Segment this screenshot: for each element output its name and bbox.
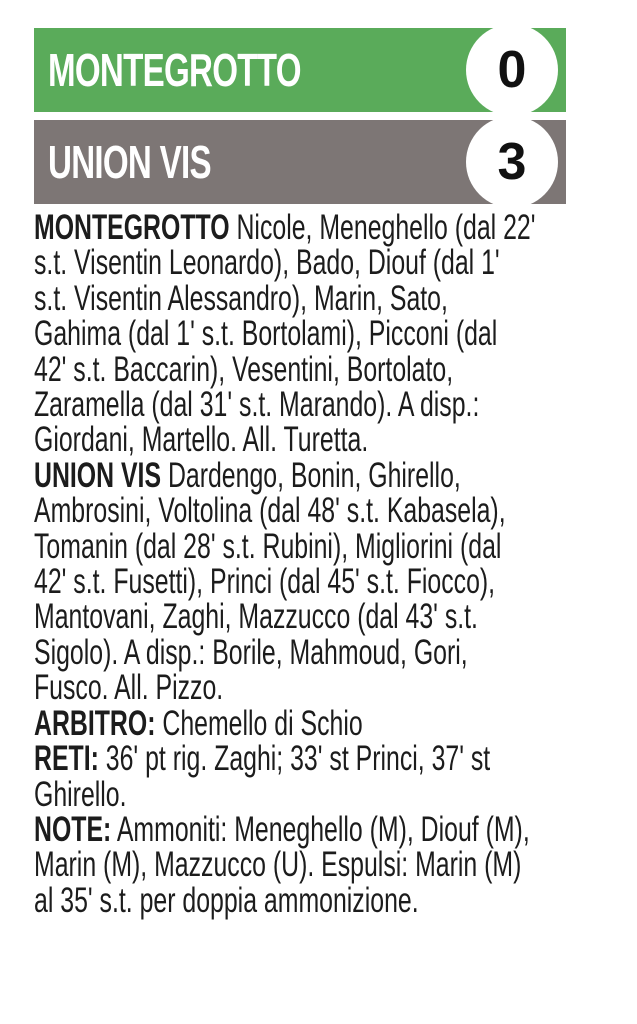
referee bbox=[34, 703, 574, 743]
report-line: Tomanin (dal 28' s.t. Rubini), Migliorini (dal bbox=[34, 526, 502, 566]
report-line: 42' s.t. Fusetti), Princi (dal 45' s.t. Fiocco), bbox=[34, 562, 496, 602]
away-score: 3 bbox=[497, 133, 527, 191]
away-team-bar bbox=[34, 120, 566, 204]
report-line: Ghirello. bbox=[34, 774, 127, 814]
report-line: Giordani, Martello. All. Turetta. bbox=[34, 420, 369, 460]
match-report bbox=[34, 210, 574, 918]
report-line: 42' s.t. Baccarin), Vesentini, Bortolato, bbox=[34, 349, 454, 389]
away-lineup bbox=[34, 455, 574, 708]
home-team-name: MONTEGROTTO bbox=[48, 44, 301, 96]
report-line: Sigolo). A disp.: Borile, Mahmoud, Gori, bbox=[34, 632, 468, 672]
home-team-bar bbox=[34, 28, 566, 112]
report-line: Ambrosini, Voltolina (dal 48' s.t. Kabasela), bbox=[34, 491, 506, 531]
goals bbox=[34, 741, 574, 812]
goals-label: RETI: bbox=[34, 739, 99, 779]
away-lineup-label: UNION VIS bbox=[34, 455, 162, 495]
report-line: Gahima (dal 1' s.t. Bortolami), Picconi (dal bbox=[34, 314, 498, 354]
home-lineup-label: MONTEGROTTO bbox=[34, 208, 230, 247]
report-line: ARBITRO: Chemello di Schio bbox=[34, 703, 363, 743]
away-team-name: UNION VIS bbox=[48, 136, 211, 188]
report-line: Fusco. All. Pizzo. bbox=[34, 668, 224, 708]
referee-label: ARBITRO: bbox=[34, 703, 156, 743]
home-score-badge bbox=[466, 24, 558, 116]
report-line: al 35' s.t. per doppia ammonizione. bbox=[34, 880, 419, 920]
report-line: NOTE: Ammoniti: Meneghello (M), Diouf (M), bbox=[34, 809, 530, 849]
report-line: s.t. Visentin Alessandro), Marin, Sato, bbox=[34, 278, 448, 318]
report-line: MONTEGROTTO Nicole, Meneghello (dal 22' bbox=[34, 208, 536, 247]
home-score: 0 bbox=[497, 41, 527, 99]
notes-label: NOTE: bbox=[34, 809, 112, 849]
report-line: Mantovani, Zaghi, Mazzucco (dal 43' s.t. bbox=[34, 597, 478, 637]
report-line: s.t. Visentin Leonardo), Bado, Diouf (dal 1' bbox=[34, 243, 500, 283]
report-line: UNION VIS Dardengo, Bonin, Ghirello, bbox=[34, 455, 461, 495]
report-line: RETI: 36' pt rig. Zaghi; 33' st Princi, 37' st bbox=[34, 739, 491, 779]
report-line: Marin (M), Mazzucco (U). Espulsi: Marin (M) bbox=[34, 845, 522, 885]
home-lineup bbox=[34, 210, 574, 458]
notes bbox=[34, 809, 574, 920]
report-line: Zaramella (dal 31' s.t. Marando). A disp.: bbox=[34, 385, 480, 425]
away-score-badge bbox=[466, 116, 558, 208]
